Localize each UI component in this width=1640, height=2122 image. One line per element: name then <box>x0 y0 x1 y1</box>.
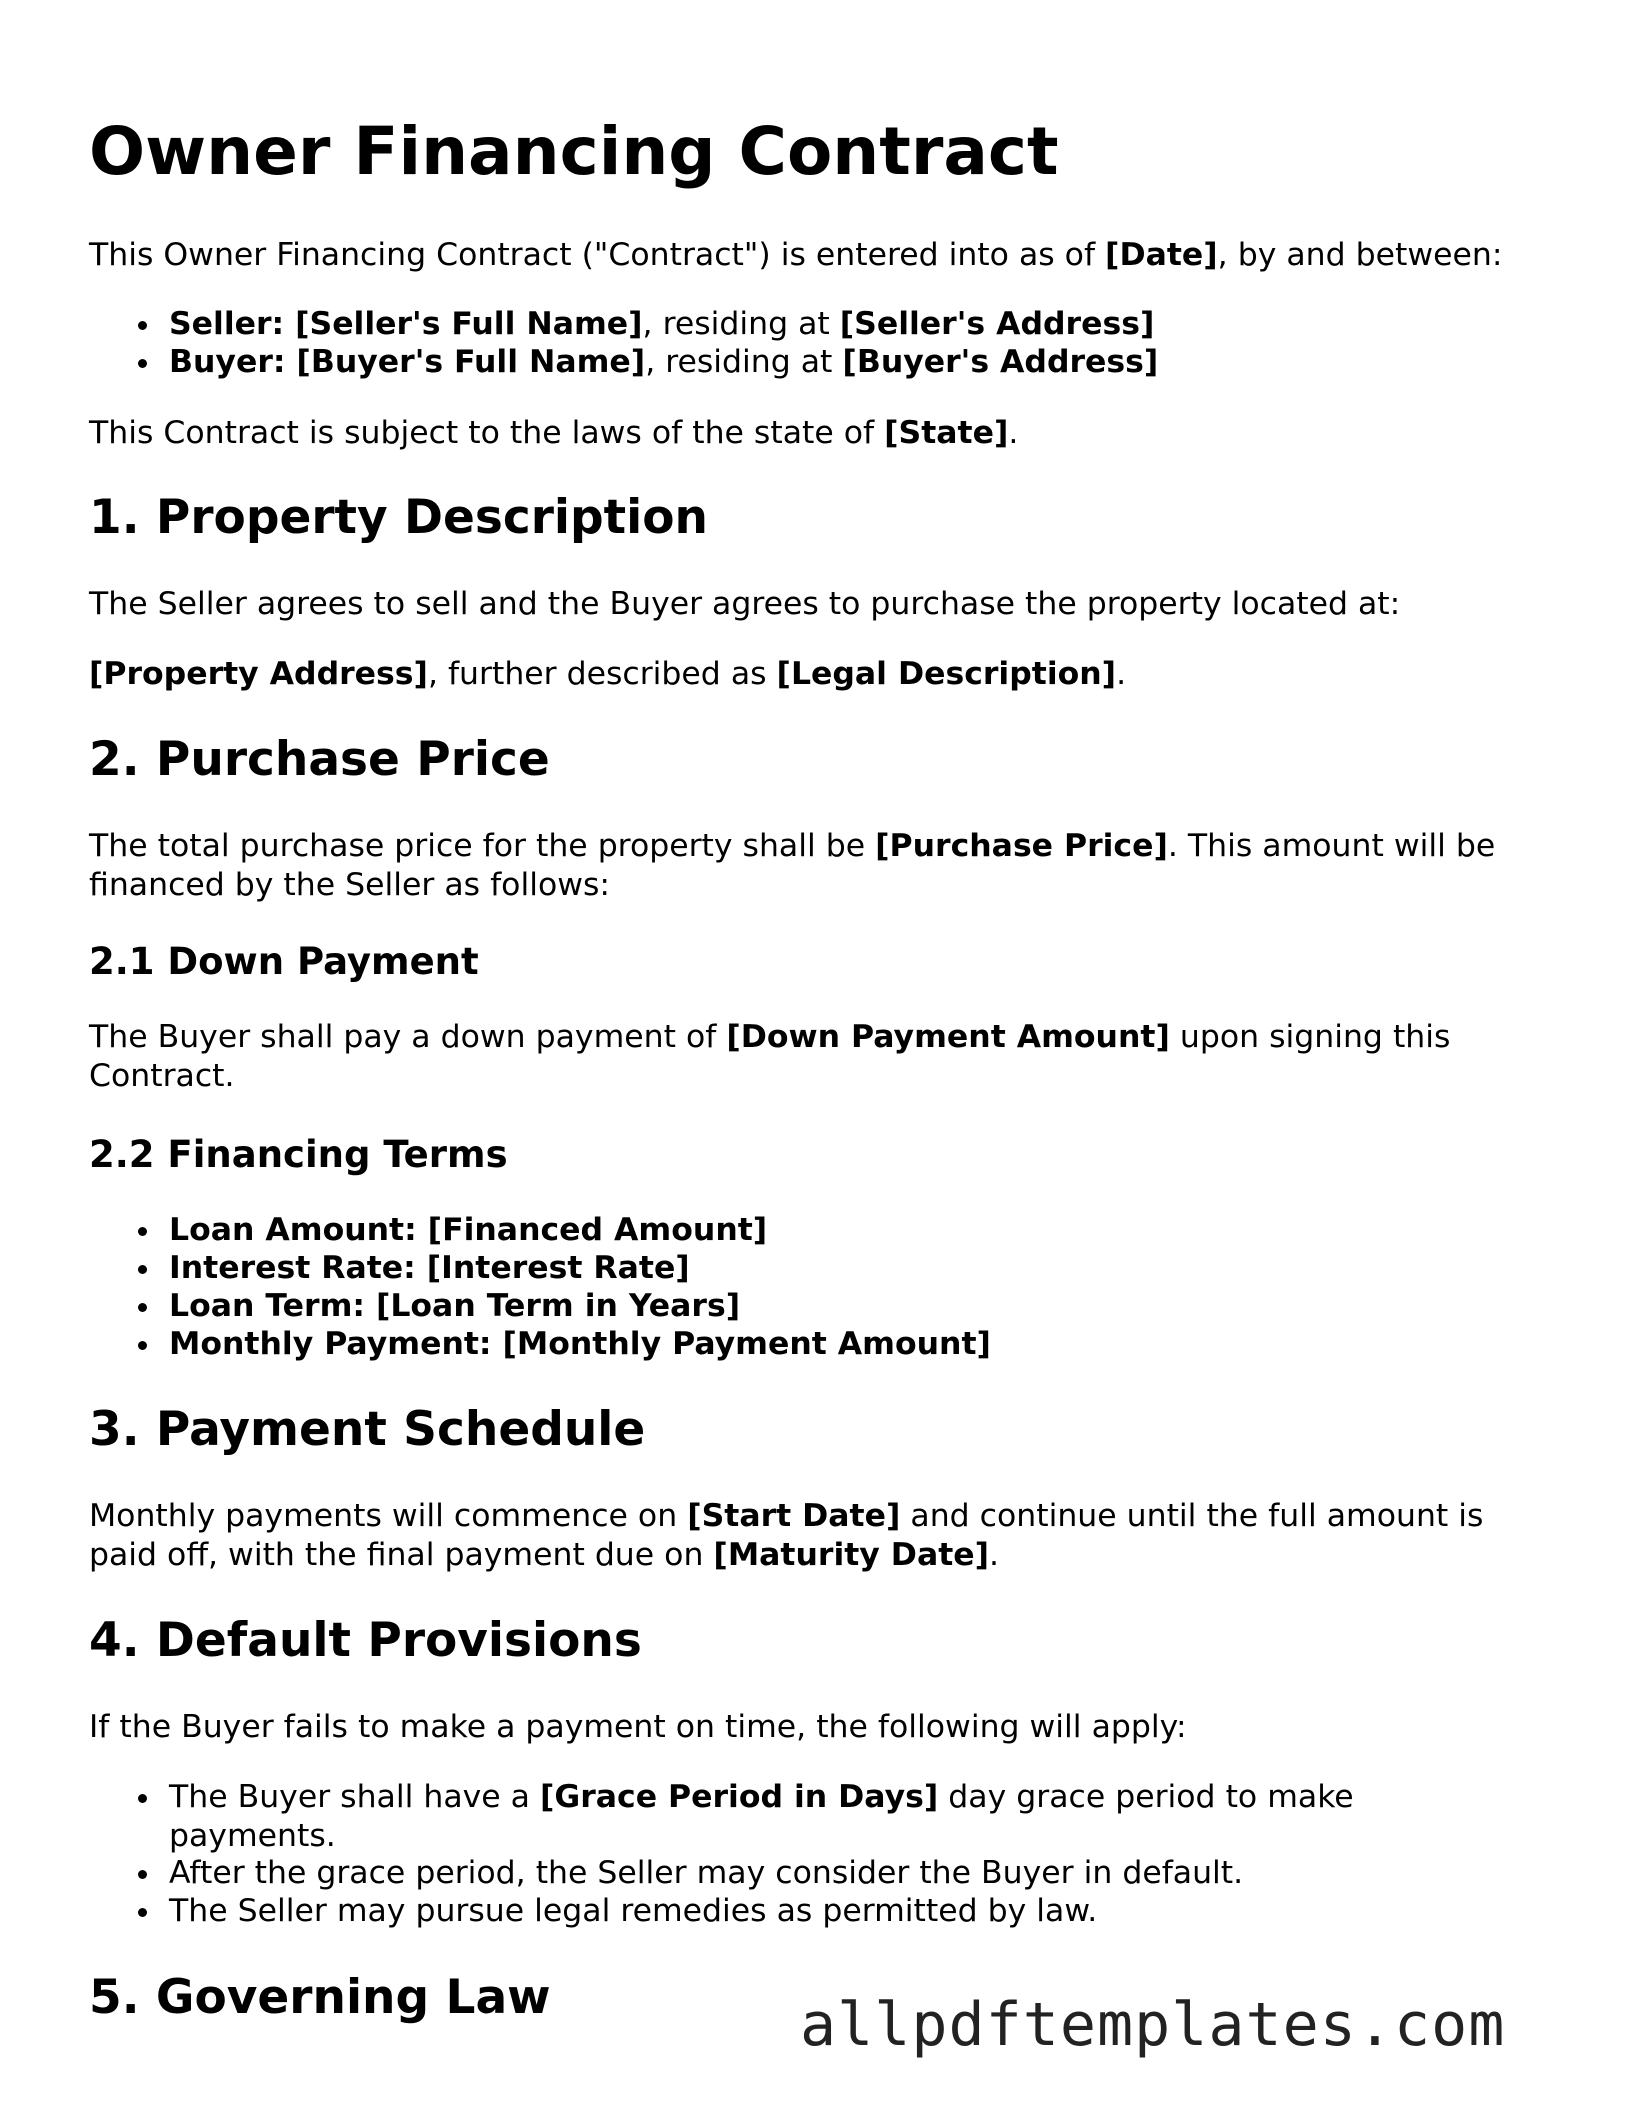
down-payment-text: The Buyer shall pay a down payment of <box>89 1019 727 1055</box>
list-item-remedies: The Seller may pursue legal remedies as permitted by law. <box>169 1893 1098 1929</box>
schedule-text-end: . <box>989 1537 1000 1573</box>
price-paragraph <box>89 827 1549 905</box>
list-item <box>169 1211 767 1250</box>
grace-period-placeholder: [Grace Period in Days] <box>539 1779 939 1815</box>
property-address-placeholder: [Property Address] <box>89 656 428 692</box>
seller-label: Seller: [Seller's Full Name] <box>169 306 643 342</box>
section-heading-governing-law: 5. Governing Law <box>89 1970 551 2025</box>
default-intro-paragraph: If the Buyer fails to make a payment on time, the following will apply: <box>89 1709 1187 1745</box>
grace-text: The Buyer shall have a <box>169 1779 540 1815</box>
price-text: The total purchase price for the property shall be <box>89 828 876 864</box>
list-item <box>169 1325 991 1364</box>
interest-rate: Interest Rate: [Interest Rate] <box>169 1250 690 1286</box>
property-paragraph: The Seller agrees to sell and the Buyer agrees to purchase the property located at: <box>89 586 1401 622</box>
section-heading-property: 1. Property Description <box>89 490 708 545</box>
intro-paragraph <box>89 236 1502 275</box>
section-heading-price: 2. Purchase Price <box>89 732 550 787</box>
maturity-date-placeholder: [Maturity Date] <box>713 1537 990 1573</box>
grace-text-end: day grace period to make payments. <box>169 1779 1354 1854</box>
buyer-mid: , residing at <box>645 344 843 380</box>
start-date-placeholder: [Start Date] <box>687 1498 901 1534</box>
section-heading-payment-schedule: 3. Payment Schedule <box>89 1402 646 1457</box>
property-address-paragraph <box>89 655 1126 694</box>
date-placeholder: [Date] <box>1105 237 1218 273</box>
property-mid: , further described as <box>427 656 777 692</box>
list-item-default: After the grace period, the Seller may consider the Buyer in default. <box>169 1855 1244 1891</box>
list-item-seller <box>169 305 1154 344</box>
seller-address: [Seller's Address] <box>839 306 1155 342</box>
watermark-text: allpdftemplates.com <box>800 1990 1506 2060</box>
seller-mid: , residing at <box>642 306 840 342</box>
list-item-grace-period <box>169 1778 1429 1856</box>
law-text-end: . <box>1008 415 1019 451</box>
down-payment-paragraph <box>89 1018 1549 1096</box>
buyer-address: [Buyer's Address] <box>842 344 1159 380</box>
price-text-end: . This amount will be financed by the Seller as follows: <box>89 828 1496 903</box>
intro-text: This Owner Financing Contract ("Contract") is entered into as of <box>89 237 1106 273</box>
document-title: Owner Financing Contract <box>89 113 1059 190</box>
intro-text-end: , by and between: <box>1217 237 1503 273</box>
price-placeholder: [Purchase Price] <box>875 828 1168 864</box>
loan-term: Loan Term: [Loan Term in Years] <box>169 1288 741 1324</box>
section-heading-default: 4. Default Provisions <box>89 1613 642 1668</box>
law-paragraph <box>89 414 1018 453</box>
state-placeholder: [State] <box>884 415 1009 451</box>
legal-description-placeholder: [Legal Description] <box>776 656 1117 692</box>
buyer-label: Buyer: [Buyer's Full Name] <box>169 344 646 380</box>
schedule-text: Monthly payments will commence on <box>89 1498 688 1534</box>
down-payment-placeholder: [Down Payment Amount] <box>726 1019 1170 1055</box>
subsection-heading-financing-terms: 2.2 Financing Terms <box>89 1133 508 1176</box>
list-item-buyer <box>169 343 1158 382</box>
property-end: . <box>1116 656 1127 692</box>
subsection-heading-down-payment: 2.1 Down Payment <box>89 940 479 983</box>
down-payment-text-end: upon signing this Contract. <box>89 1019 1451 1094</box>
law-text: This Contract is subject to the laws of the state of <box>89 415 885 451</box>
loan-amount: Loan Amount: [Financed Amount] <box>169 1212 768 1248</box>
list-item <box>169 1287 740 1326</box>
monthly-payment: Monthly Payment: [Monthly Payment Amount] <box>169 1326 991 1362</box>
schedule-text-mid: and continue until the full amount is paid off, with the final payment due on <box>89 1498 1484 1573</box>
payment-schedule-paragraph <box>89 1497 1549 1575</box>
list-item <box>169 1249 690 1288</box>
